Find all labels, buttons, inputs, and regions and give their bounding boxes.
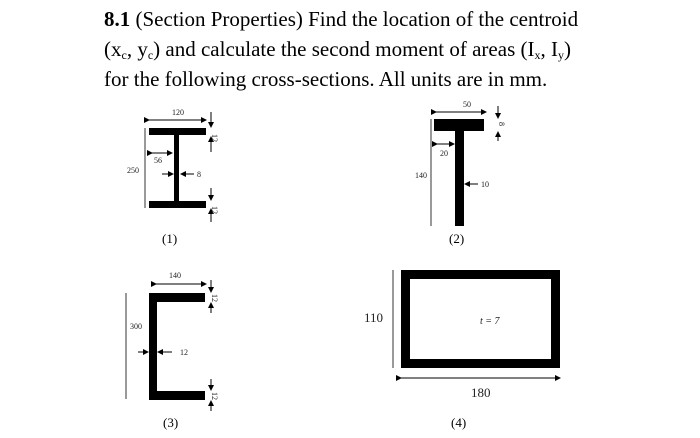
problem-title-text: (Section Properties) Find the location of the centroid (130, 7, 579, 31)
dim-width: 140 (169, 271, 181, 280)
dim-width: 50 (463, 100, 471, 109)
dim-flange-bottom: 12 (210, 206, 219, 214)
subscript: x (534, 48, 541, 62)
dim-offset: 20 (440, 149, 448, 158)
problem-number: 8.1 (104, 7, 131, 31)
web (149, 302, 157, 391)
dim-width: 180 (471, 385, 491, 400)
top-flange (149, 128, 206, 135)
top-flange (149, 293, 205, 302)
top-flange (434, 119, 484, 131)
subscript: c (121, 48, 127, 62)
figure-label: (2) (449, 231, 465, 246)
figure-label: (1) (162, 231, 178, 246)
figure-2-t-section (415, 100, 506, 246)
dim-height: 140 (415, 171, 427, 180)
subscript: c (147, 48, 154, 62)
problem-line-3: for the following cross-sections. All units are in mm. (104, 67, 548, 91)
dim-flange: 12 (210, 134, 219, 142)
dim-thickness: t = 7 (480, 316, 500, 327)
dim-web: 12 (180, 348, 188, 357)
web (174, 135, 179, 201)
text-fragment: ) (563, 37, 571, 61)
text-fragment: , y (126, 37, 148, 61)
bottom-flange (149, 391, 205, 400)
figure-3-channel (126, 271, 219, 430)
figure-4-hollow-rectangle (364, 270, 560, 430)
dim-height: 250 (127, 166, 139, 175)
dim-height: 300 (130, 322, 142, 331)
figure-label: (4) (451, 415, 467, 430)
dim-web-offset: 56 (154, 156, 162, 165)
dim-width: 120 (172, 108, 184, 117)
web (455, 131, 464, 226)
dim-web: 8 (197, 170, 201, 179)
dim-flange-bottom: 12 (210, 392, 219, 400)
dim-flange: 8 (497, 122, 506, 126)
text-fragment: , I (540, 37, 558, 61)
text-fragment: ) and calculate the second moment of areas (I (153, 37, 535, 61)
dim-web: 10 (481, 180, 489, 189)
dim-height: 110 (364, 310, 384, 325)
subscript: y (557, 48, 564, 62)
text-fragment: (x (104, 37, 122, 61)
figure-label: (3) (163, 415, 179, 430)
bottom-flange (149, 201, 206, 208)
figure-1-i-beam (127, 108, 219, 246)
dim-flange: 12 (210, 294, 219, 302)
